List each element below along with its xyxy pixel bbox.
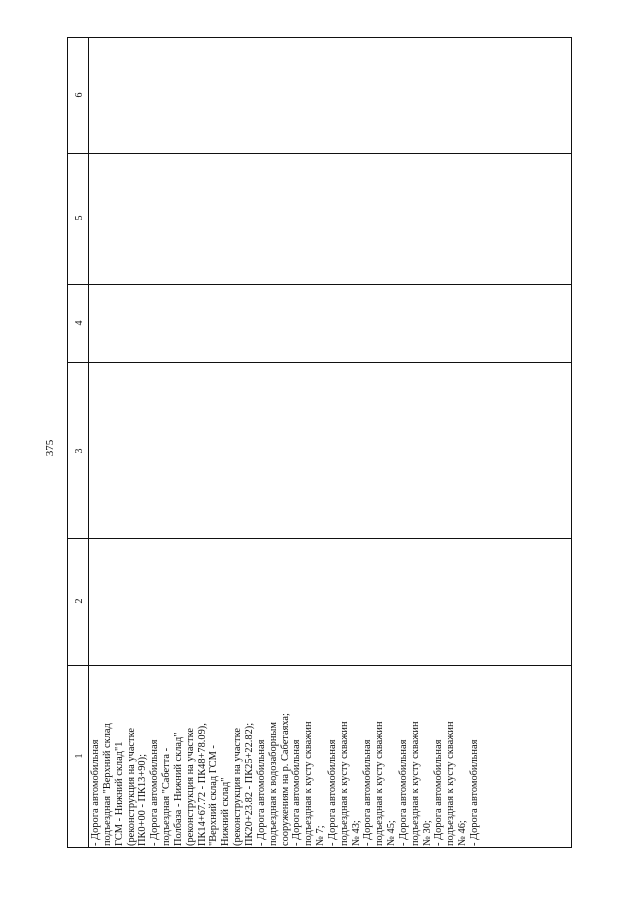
column-1-line: - Дорога автомобильная — [397, 739, 409, 846]
column-1-line: № 45; — [386, 820, 398, 846]
column-1-line: № 30; — [421, 820, 433, 846]
column-number-5: 5 — [74, 215, 85, 221]
column-divider-5-6 — [67, 153, 572, 154]
column-1-line: ГСМ - Нижний склад"1 — [113, 741, 125, 846]
column-1-line: - Дорога автомобильная — [326, 739, 338, 846]
column-number-6: 6 — [74, 92, 85, 98]
column-1-line: ПК14+67.72 - ПК48+78.09), — [196, 723, 208, 846]
column-1-line: - Дорога автомобильная — [469, 739, 480, 846]
column-1-line: ПК20+23.82 - ПК25+22.82); — [243, 722, 255, 846]
column-number-1: 1 — [74, 753, 85, 759]
column-1-line: подъездная к кусту скважин — [374, 721, 386, 846]
column-1-line: - Дорога автомобильная — [291, 739, 303, 846]
column-1-line: (реконструкция на участке — [125, 728, 137, 846]
column-1-line: - Дорога автомобильная — [149, 739, 161, 846]
column-1-line: подъездная "Верхний склад — [101, 723, 113, 846]
column-1-line: подъездная к кусту скважин — [445, 721, 457, 846]
column-1-line: (реконструкция на участке — [184, 728, 196, 846]
column-divider-4-5 — [67, 284, 572, 285]
column-1-cell — [89, 666, 571, 846]
column-1-line: подъездная к кусту скважин — [409, 721, 421, 846]
column-number-2: 2 — [74, 598, 85, 604]
column-divider-3-4 — [67, 362, 572, 363]
column-1-line: ПК0+00 - ПК13+90); — [137, 754, 149, 846]
column-1-line: "Верхний склад ГСМ - — [208, 745, 220, 846]
column-1-line: подъездная к кусту скважин — [303, 721, 315, 846]
column-1-line: № 46; — [457, 820, 469, 846]
column-number-3: 3 — [74, 448, 85, 454]
column-1-line: (реконструкция на участке — [232, 728, 244, 846]
column-1-line: - Дорога автомобильная — [90, 739, 101, 846]
column-1-line: - Дорога автомобильная — [433, 739, 445, 846]
column-1-line: Нижний склад" — [220, 777, 232, 846]
column-1-line: № 7; — [315, 825, 327, 846]
column-number-4: 4 — [74, 320, 85, 326]
column-1-line: - Дорога автомобильная — [362, 739, 374, 846]
column-1-line: подъездная к кусту скважин — [338, 721, 350, 846]
column-1-line: Полбаза - Нижний склад" — [172, 732, 184, 846]
column-1-line: подъездная к водозаборным — [267, 722, 279, 846]
page-number: 375 — [44, 439, 56, 457]
column-1-line: № 43; — [350, 820, 362, 846]
column-1-line: - Дорога автомобильная — [255, 739, 267, 846]
column-divider-2-3 — [67, 538, 572, 539]
column-1-text — [90, 666, 570, 846]
column-1-line: подъездная "Сабетта - — [161, 747, 173, 846]
column-1-line: сооружениям на р. Сабетаяха; — [279, 713, 291, 846]
